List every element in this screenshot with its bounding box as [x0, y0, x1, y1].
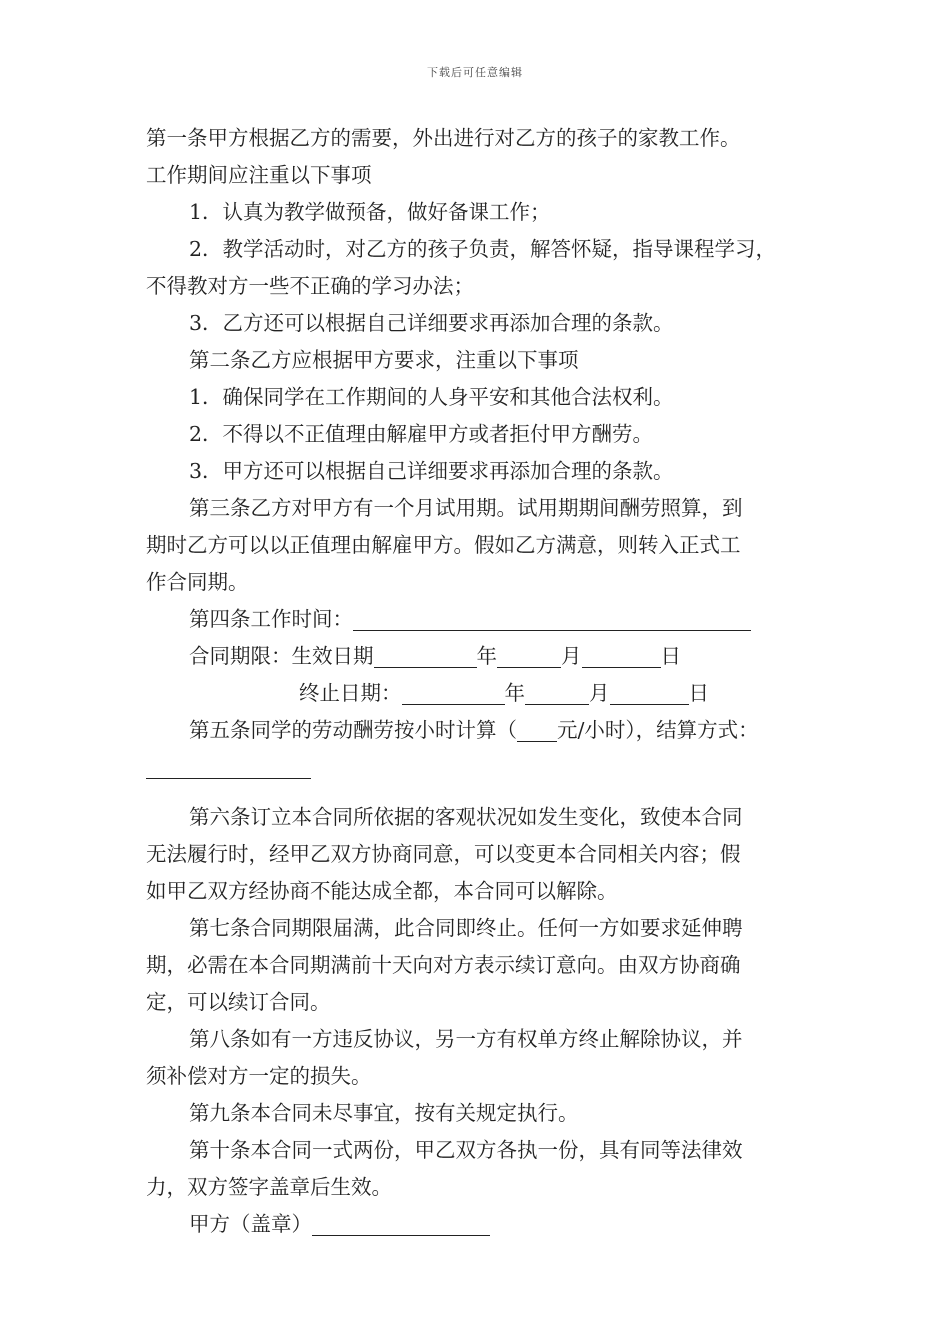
- contract-body: [146, 120, 810, 1243]
- start-month-blank[interactable]: [497, 645, 561, 668]
- article-7-cont: 定，可以续订合同。: [146, 990, 331, 1014]
- article-9: 第九条本合同未尽事宜，按有关规定执行。: [189, 1101, 579, 1125]
- list-item: 2．不得以不正值理由解雇甲方或者拒付甲方酬劳。: [189, 422, 654, 446]
- list-item: 2．教学活动时，对乙方的孩子负责，解答怀疑，指导课程学习，: [189, 237, 777, 261]
- end-day-blank[interactable]: [610, 682, 689, 705]
- start-year-blank[interactable]: [374, 645, 477, 668]
- article-3-cont: 作合同期。: [146, 570, 249, 594]
- article-7-cont: 期，必需在本合同期满前十天向对方表示续订意向。由双方协商确: [146, 953, 741, 977]
- start-day-blank[interactable]: [582, 645, 661, 668]
- end-year-blank[interactable]: [402, 682, 505, 705]
- list-item-cont: 不得教对方一些不正确的学习办法；: [146, 274, 474, 298]
- article-5: 第五条同学的劳动酬劳按小时计算（ 元/小时），结算方式：: [189, 718, 759, 742]
- article-3-cont: 期时乙方可以以正值理由解雇甲方。假如乙方满意，则转入正式工: [146, 533, 741, 557]
- article-1-cont: 工作期间应注重以下事项: [146, 163, 372, 187]
- article-7: 第七条合同期限届满，此合同即终止。任何一方如要求延伸聘: [189, 916, 743, 940]
- article-6: 第六条订立本合同所依据的客观状况如发生变化，致使本合同: [189, 805, 743, 829]
- article-8-cont: 须补偿对方一定的损失。: [146, 1064, 372, 1088]
- settlement-blank-line: [146, 749, 810, 786]
- article-6-cont: 如甲乙双方经协商不能达成全都，本合同可以解除。: [146, 879, 618, 903]
- article-10: 第十条本合同一式两份，甲乙双方各执一份，具有同等法律效: [189, 1138, 743, 1162]
- end-date: 终止日期： 年 月 日: [299, 681, 709, 705]
- end-month-blank[interactable]: [525, 682, 589, 705]
- article-4: 第四条工作时间：: [146, 601, 810, 638]
- party-a-signature: 甲方（盖章）: [146, 1206, 810, 1243]
- work-time-blank[interactable]: [353, 608, 751, 631]
- page-header: 下载后可任意编辑: [427, 66, 523, 79]
- article-2: 第二条乙方应根据甲方要求，注重以下事项: [189, 348, 579, 372]
- list-item: 1．认真为教学做预备，做好备课工作；: [189, 200, 551, 224]
- article-8: 第八条如有一方违反协议，另一方有权单方终止解除协议，并: [189, 1027, 743, 1051]
- article-10-cont: 力，双方签字盖章后生效。: [146, 1175, 392, 1199]
- hourly-rate-blank[interactable]: [517, 719, 557, 742]
- list-item: 3．甲方还可以根据自己详细要求再添加合理的条款。: [189, 459, 674, 483]
- article-6-cont: 无法履行时，经甲乙双方协商同意，可以变更本合同相关内容；假: [146, 842, 741, 866]
- list-item: 3．乙方还可以根据自己详细要求再添加合理的条款。: [189, 311, 674, 335]
- settlement-method-blank[interactable]: [146, 756, 311, 779]
- article-3: 第三条乙方对甲方有一个月试用期。试用期期间酬劳照算，到: [189, 496, 743, 520]
- article-1: 第一条甲方根据乙方的需要，外出进行对乙方的孩子的家教工作。: [146, 126, 741, 150]
- party-a-seal-blank[interactable]: [312, 1213, 490, 1236]
- list-item: 1．确保同学在工作期间的人身平安和其他合法权利。: [189, 385, 674, 409]
- contract-term: 合同期限：生效日期 年 月 日: [189, 644, 681, 668]
